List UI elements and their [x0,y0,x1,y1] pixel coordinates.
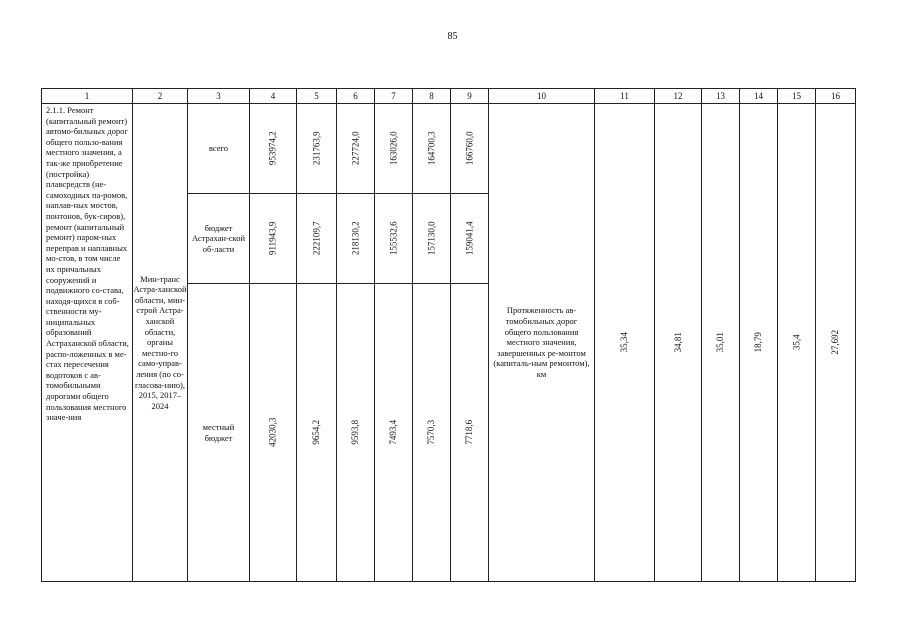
value-cell: 218130,2 [337,194,375,284]
value-cell: 163026,0 [375,104,413,194]
value-cell: 231763,9 [297,104,337,194]
indicator-value: 35,34 [595,104,655,582]
header-cell: 12 [655,89,702,104]
value-cell: 42030,3 [250,284,297,582]
indicator-value: 27,692 [816,104,856,582]
header-cell: 5 [297,89,337,104]
value-cell: 7570,3 [413,284,451,582]
value-cell: 7718,6 [451,284,489,582]
header-cell: 9 [451,89,489,104]
value-cell: 222109,7 [297,194,337,284]
header-row [42,89,856,104]
measure-description: 2.1.1. Ремонт (капитальный ремонт) автомо-бильных дорог общего пользо-вания местного значения, а так-же приобретение (постройка) плавсредств (не-самоходных па-ромов, наплав-ных мостов, понтонов, бук-сиров), ремонт (капитальный ремонт) паром-ных переправ и наплавных мо-стов, в том числе их причальных сооружений и подвижного со-става, находя-щихся в соб-ственности му-ниципальных образований Астраханской области, распо-ложенных в ме-стах пересечения водотоков с ав-томобильными дорогами общего пользования местного значе-ния [42,104,133,582]
header-cell: 13 [702,89,740,104]
header-cell: 3 [188,89,250,104]
header-cell: 6 [337,89,375,104]
indicator-value: 35,4 [778,104,816,582]
indicator-value: 35,01 [702,104,740,582]
header-cell: 2 [133,89,188,104]
funding-source: бюджет Астрахан-ской об-ласти [188,194,250,284]
funding-source: всего [188,104,250,194]
header-cell: 1 [42,89,133,104]
indicator-value: 34,81 [655,104,702,582]
value-cell: 953974,2 [250,104,297,194]
value-cell: 157130,0 [413,194,451,284]
indicator-description: Протяженность ав-томобильных дорог общего пользования местного значения, завершенных ре-монтом (капиталь-ным ремонтом), км [489,104,595,582]
header-cell: 7 [375,89,413,104]
value-cell: 166760,0 [451,104,489,194]
page-number: 85 [447,31,458,42]
value-cell: 9593,8 [337,284,375,582]
header-cell: 15 [778,89,816,104]
header-cell: 10 [489,89,595,104]
header-cell: 8 [413,89,451,104]
value-cell: 227724,0 [337,104,375,194]
value-cell: 155532,6 [375,194,413,284]
value-cell: 7493,4 [375,284,413,582]
header-cell: 14 [740,89,778,104]
indicator-value: 18,79 [740,104,778,582]
header-cell: 11 [595,89,655,104]
value-cell: 9654,2 [297,284,337,582]
value-cell: 164700,3 [413,104,451,194]
header-cell: 16 [816,89,856,104]
executor-cell: Мин-транс Астра-ханской области, мин-строй Астра-ханской области, органы местно-го само-управ-ления (по со-гласова-нию), 2015, 2017–2024 [133,104,188,582]
funding-source: местный бюджет [188,284,250,582]
program-table [41,88,856,582]
funding-row-total [42,104,856,194]
header-cell: 4 [250,89,297,104]
value-cell: 159041,4 [451,194,489,284]
value-cell: 911943,9 [250,194,297,284]
